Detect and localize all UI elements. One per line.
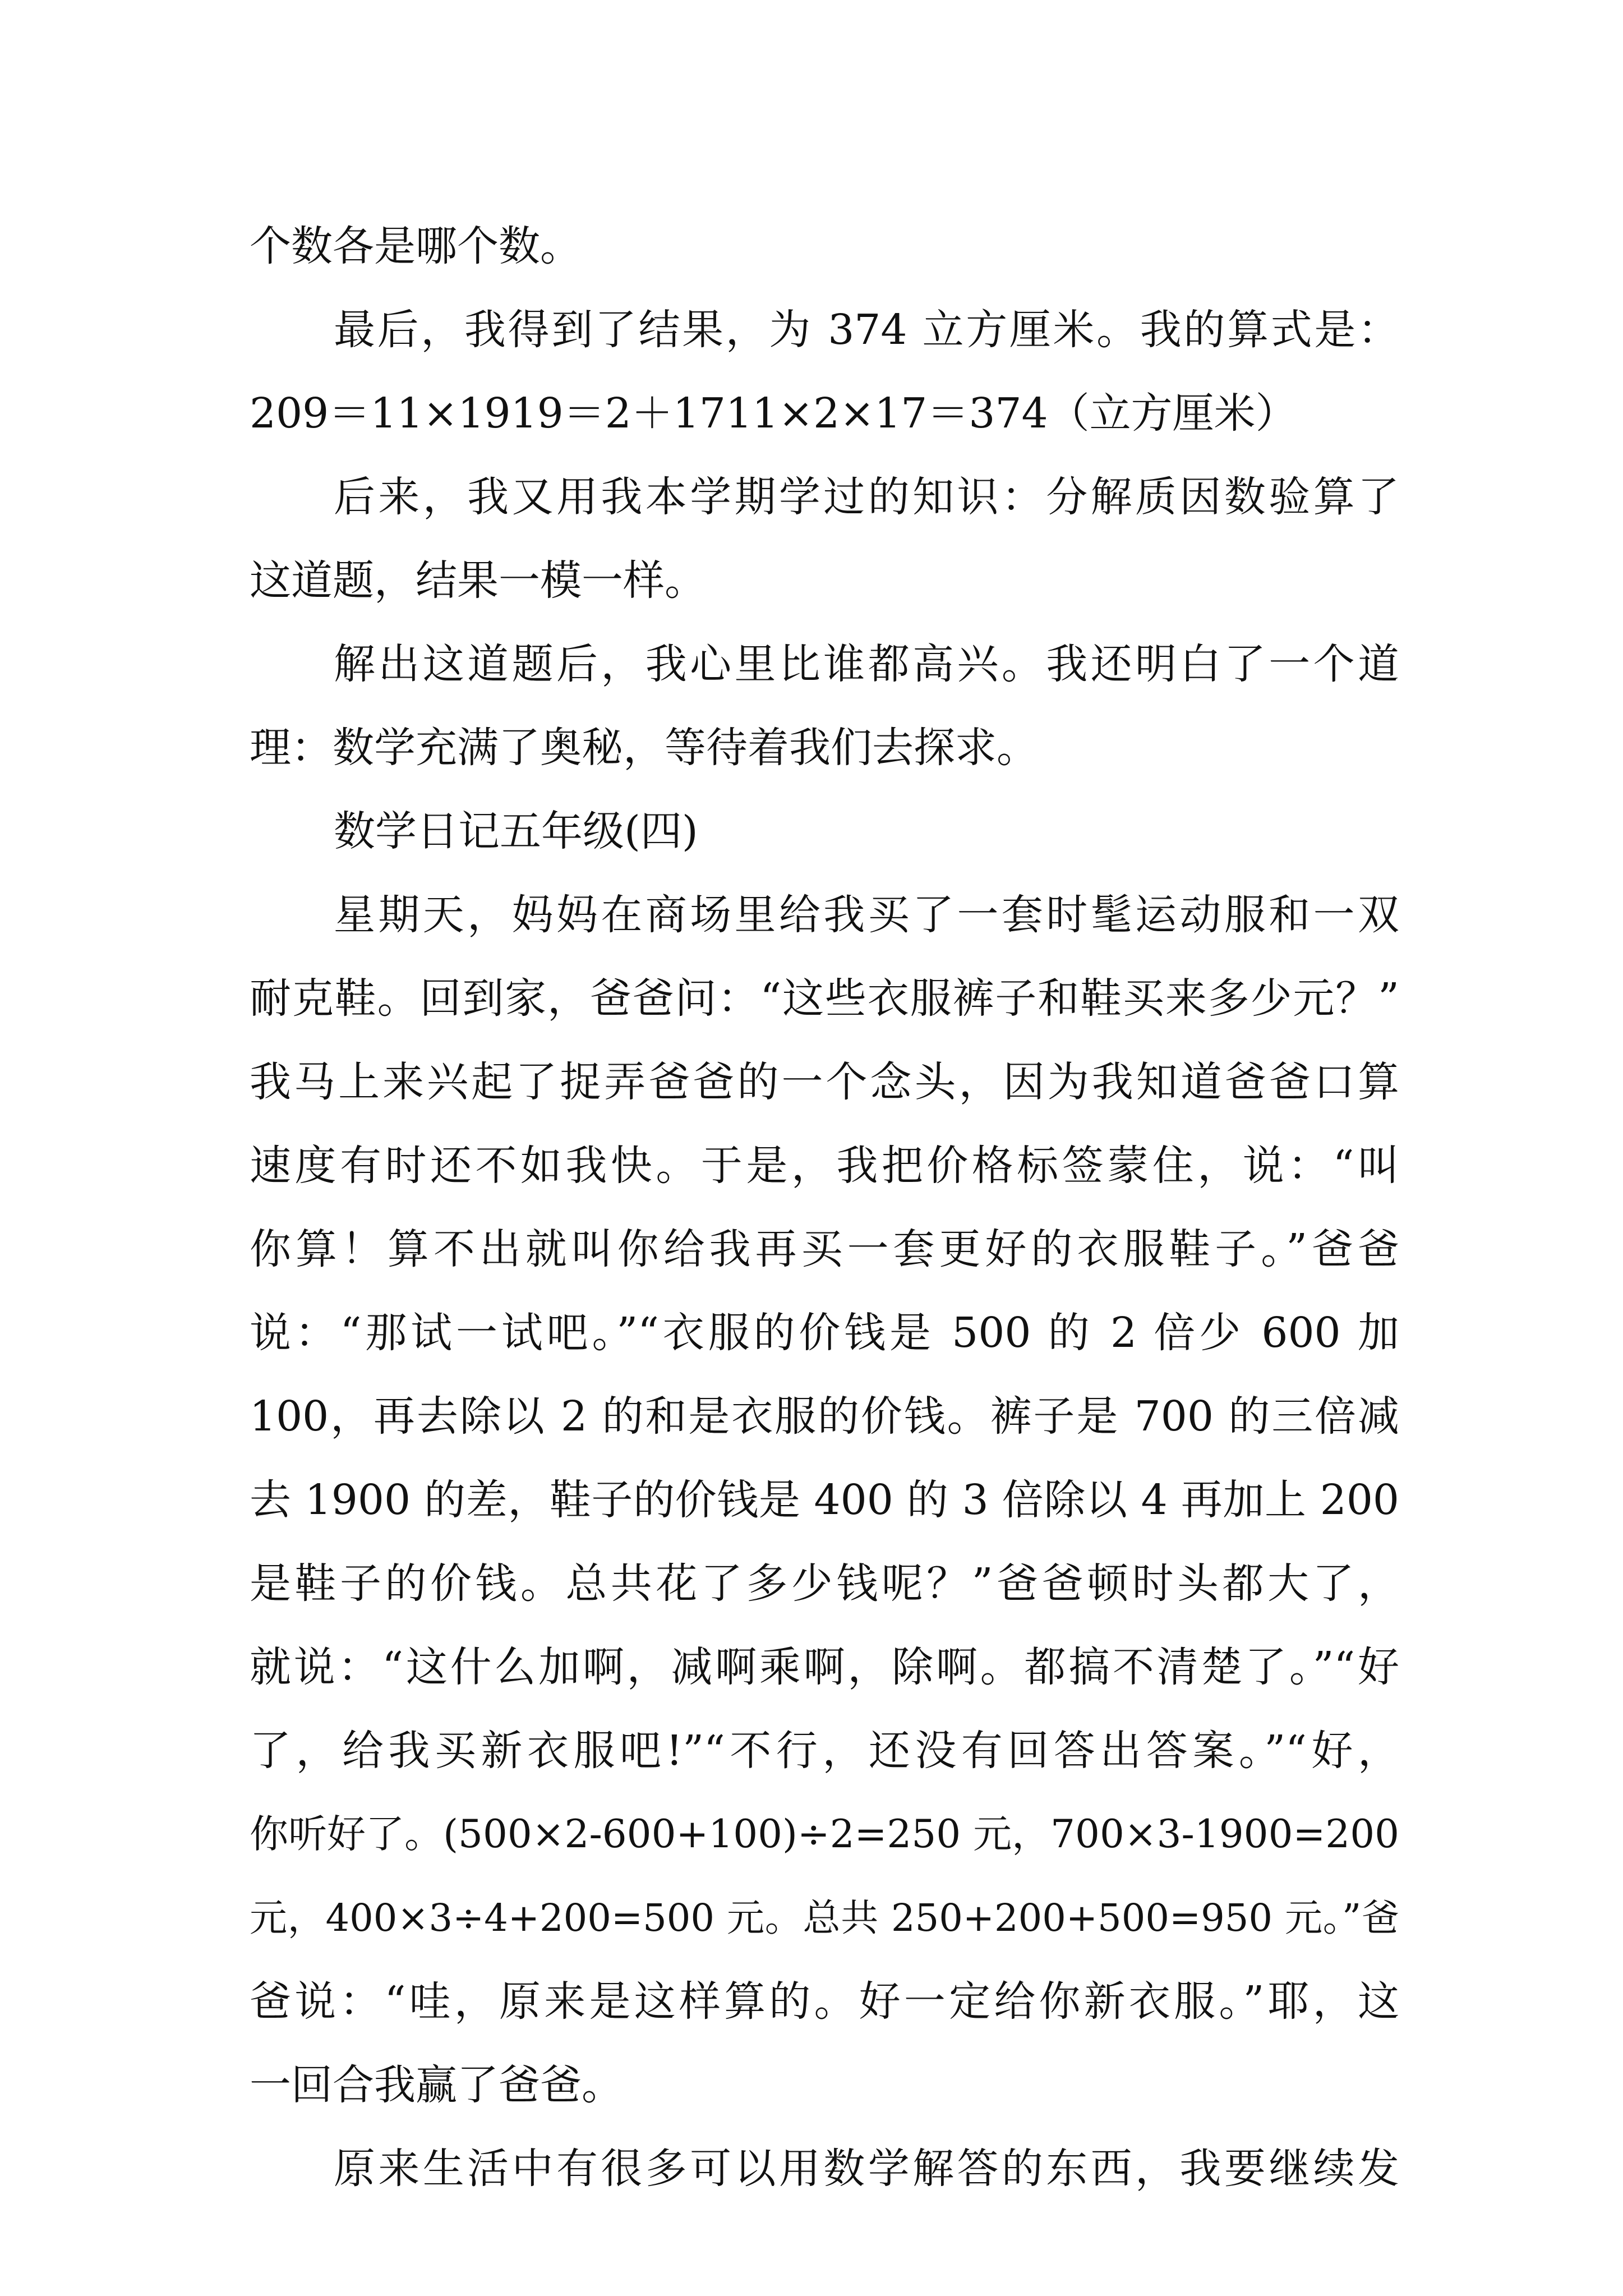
- text-line: 你算！算不出就叫你给我再买一套更好的衣服鞋子。”爸爸: [250, 1225, 1399, 1273]
- text-line: 星期天，妈妈在商场里给我买了一套时髦运动服和一双: [334, 891, 1399, 939]
- text-line: 去 1900 的差，鞋子的价钱是 400 的 3 倍除以 4 再加上 200: [250, 1476, 1399, 1524]
- text-line: 耐克鞋。回到家，爸爸问：“这些衣服裤子和鞋买来多少元？”: [250, 974, 1399, 1023]
- text-line: 解出这道题后，我心里比谁都高兴。我还明白了一个道: [334, 640, 1399, 688]
- text-line: 理：数学充满了奥秘，等待着我们去探求。: [250, 724, 1038, 772]
- text-line: 是鞋子的价钱。总共花了多少钱呢？”爸爸顿时头都大了，: [250, 1559, 1399, 1608]
- text-line: 速度有时还不如我快。于是，我把价格标签蒙住，说：“叫: [250, 1142, 1399, 1190]
- text-line: 了，给我买新衣服吧!”“不行，还没有回答出答案。”“好，: [250, 1727, 1399, 1775]
- text-line: 个数各是哪个数。: [250, 222, 582, 270]
- text-line: 后来，我又用我本学期学过的知识：分解质因数验算了: [334, 473, 1399, 521]
- document-body: [250, 205, 1399, 2211]
- text-line: 说：“那试一试吧。”“衣服的价钱是 500 的 2 倍少 600 加: [250, 1309, 1399, 1357]
- section-heading: 数学日记五年级(四): [334, 807, 698, 855]
- text-line: 原来生活中有很多可以用数学解答的东西，我要继续发: [334, 2145, 1399, 2193]
- text-line: 就说：“这什么加啊，减啊乘啊，除啊。都搞不清楚了。”“好: [250, 1643, 1399, 1691]
- text-line: 209＝11×1919＝2＋1711×2×17＝374（立方厘米）: [250, 389, 1297, 438]
- text-line: 元，400×3÷4+200=500 元。总共 250+200+500=950 元。”爸: [250, 1896, 1399, 1940]
- text-line: 我马上来兴起了捉弄爸爸的一个念头，因为我知道爸爸口算: [250, 1058, 1399, 1106]
- text-line: 这道题，结果一模一样。: [250, 556, 706, 605]
- text-line: 100，再去除以 2 的和是衣服的价钱。裤子是 700 的三倍减: [250, 1392, 1399, 1441]
- text-line: 最后，我得到了结果，为 374 立方厘米。我的算式是：: [334, 306, 1399, 354]
- text-line: 爸说：“哇，原来是这样算的。好一定给你新衣服。”耶，这: [250, 1977, 1399, 2026]
- text-line: 你听好了。(500×2-600+100)÷2=250 元，700×3-1900=200: [250, 1812, 1399, 1857]
- text-line: 一回合我赢了爸爸。: [250, 2061, 623, 2109]
